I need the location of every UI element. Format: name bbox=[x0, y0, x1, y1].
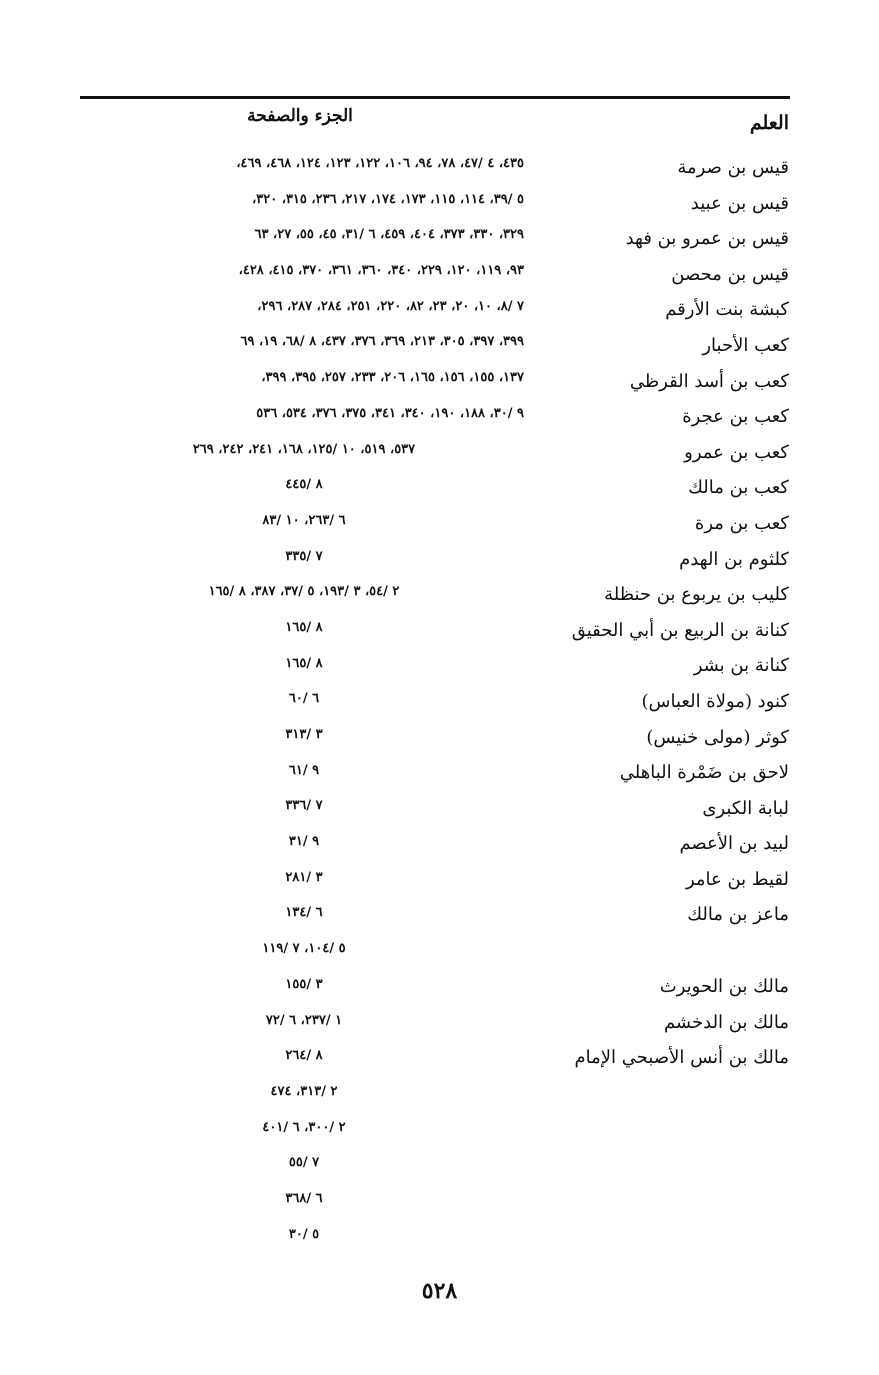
page-reference: ٢ /٣٠٠، ٦ /٤٠١ bbox=[262, 1119, 346, 1135]
page-reference: ٩٣، ١١٩، ١٢٠، ٢٢٩، ٣٤٠، ٣٦٠، ٣٦١، ٣٧٠، ٤١٥، ٤٢٨، bbox=[238, 263, 524, 279]
index-name: كلثوم بن الهدم bbox=[679, 548, 789, 570]
page-reference: ٢ /٣١٣، ٤٧٤ bbox=[270, 1083, 338, 1099]
header-pages-column: الجزء والصفحة bbox=[247, 106, 353, 126]
index-name: ماعز بن مالك bbox=[687, 904, 789, 926]
page-reference: ٣ /٢٨١ bbox=[285, 869, 323, 885]
index-name: كعب الأحبار bbox=[702, 334, 789, 356]
references-column bbox=[84, 146, 524, 1252]
index-name: كعب بن أسد القرظي bbox=[629, 370, 789, 392]
page-reference: ٩ /٦١ bbox=[288, 762, 320, 778]
index-name: كعب بن مالك bbox=[688, 477, 789, 499]
page-reference: ٣٢٩، ٣٣٠، ٣٧٣، ٤٠٤، ٤٥٩، ٦ /٣١، ٤٥، ٥٥، ٢٧، ٦٣ bbox=[254, 227, 524, 243]
index-name: كعب بن عجرة bbox=[682, 406, 789, 428]
top-rule bbox=[80, 96, 790, 99]
page-reference: ٧ /٨، ١٠، ٢٠، ٢٣، ٨٢، ٢٢٠، ٢٥١، ٢٨٤، ٢٨٧، ٢٩٦، bbox=[257, 298, 524, 314]
page-reference: ٨ /١٦٥ bbox=[285, 655, 323, 671]
index-name: لقيط بن عامر bbox=[685, 868, 789, 890]
index-name: قيس بن صرمة bbox=[677, 157, 789, 178]
page-reference: ٥ /٣٠ bbox=[288, 1226, 320, 1242]
index-name: قيس بن عبيد bbox=[690, 192, 789, 214]
index-name: كوثر (مولى خنيس) bbox=[646, 726, 789, 748]
page-reference: ٣ /١٥٥ bbox=[285, 976, 323, 992]
index-name: كعب بن عمرو bbox=[684, 441, 789, 463]
index-name: لبيد بن الأعصم bbox=[679, 833, 789, 855]
index-name: كنانة بن الربيع بن أبي الحقيق bbox=[571, 619, 789, 641]
page-reference: ٦ /٣٦٨ bbox=[285, 1190, 323, 1206]
page-reference: ٥ /١٠٤، ٧ /١١٩ bbox=[262, 941, 346, 957]
page-reference: ٦ /٢٦٣، ١٠ /٨٣ bbox=[262, 512, 346, 528]
page-reference: ١٣٧، ١٥٥، ١٥٦، ١٦٥، ٢٠٦، ٢٣٣، ٢٥٧، ٣٩٥، ٣٩٩، bbox=[261, 370, 524, 386]
index-name: لبابة الكبرى bbox=[702, 797, 789, 819]
index-name: كعب بن مرة bbox=[694, 512, 789, 534]
page-reference: ٨ /٢٦٤ bbox=[285, 1048, 323, 1064]
page-reference: ٧ /٣٣٦ bbox=[285, 798, 323, 814]
page-reference: ٧ /٣٣٥ bbox=[285, 548, 323, 564]
index-name: مالك بن الدخشم bbox=[663, 1011, 789, 1033]
header-name-column: العلم bbox=[749, 112, 789, 134]
page-reference: ٦ /١٣٤ bbox=[285, 905, 323, 921]
index-name: مالك بن الحويرث bbox=[659, 976, 789, 998]
index-name: قيس بن عمرو بن فهد bbox=[625, 228, 789, 250]
page-reference: ٢ /٥٤، ٣ /١٩٣، ٥ /٣٧، ٣٨٧، ٨ /١٦٥ bbox=[208, 584, 400, 600]
index-name: كبشة بنت الأرقم bbox=[665, 299, 789, 321]
page-reference: ٥ /٣٩، ١١٤، ١١٥، ١٧٣، ١٧٤، ٢١٧، ٢٣٦، ٣١٥، ٣٢٠، bbox=[252, 191, 524, 207]
page-reference: ٩ /٣٠، ١٨٨، ١٩٠، ٣٤٠، ٣٤١، ٣٧٥، ٣٧٦، ٥٣٤، ٥٣٦ bbox=[256, 405, 524, 421]
index-name: كليب بن يربوع بن حنظلة bbox=[604, 584, 789, 606]
page-reference: ٣ /٣١٣ bbox=[285, 727, 323, 742]
page-number: ٥٢٨ bbox=[421, 1278, 458, 1304]
index-name: مالك بن أنس الأصبحي الإمام bbox=[574, 1047, 789, 1069]
index-name: كنانة بن بشر bbox=[693, 655, 789, 677]
index-name: قيس بن محصن bbox=[671, 263, 789, 285]
page-reference: ٨ /٤٤٥ bbox=[285, 477, 323, 493]
page-reference: ٧ /٥٥ bbox=[288, 1155, 320, 1171]
index-name: لاحق بن ضَمْرة الباهلي bbox=[619, 762, 789, 784]
page-reference: ٤٣٥، ٤ /٤٧، ٧٨، ٩٤، ١٠٦، ١٢٢، ١٢٣، ١٢٤، ٤٦٨، ٤٦٩، bbox=[236, 156, 524, 171]
page-reference: ٦ /٦٠ bbox=[288, 691, 320, 707]
page-reference: ٣٩٩، ٣٩٧، ٣٠٥، ٢١٣، ٣٦٩، ٣٧٦، ٤٣٧، ٨ /٦٨، ١٩، ٦٩ bbox=[240, 334, 524, 350]
index-name: كنود (مولاة العباس) bbox=[641, 690, 789, 712]
page-reference: ١ /٢٣٧، ٦ /٧٢ bbox=[265, 1012, 343, 1028]
page-reference: ٨ /١٦٥ bbox=[285, 619, 323, 635]
page-reference: ٥٣٧، ٥١٩، ١٠ /١٢٥، ١٦٨، ٢٤١، ٢٤٢، ٢٦٩ bbox=[192, 441, 416, 457]
page-reference: ٩ /٣١ bbox=[288, 834, 320, 850]
